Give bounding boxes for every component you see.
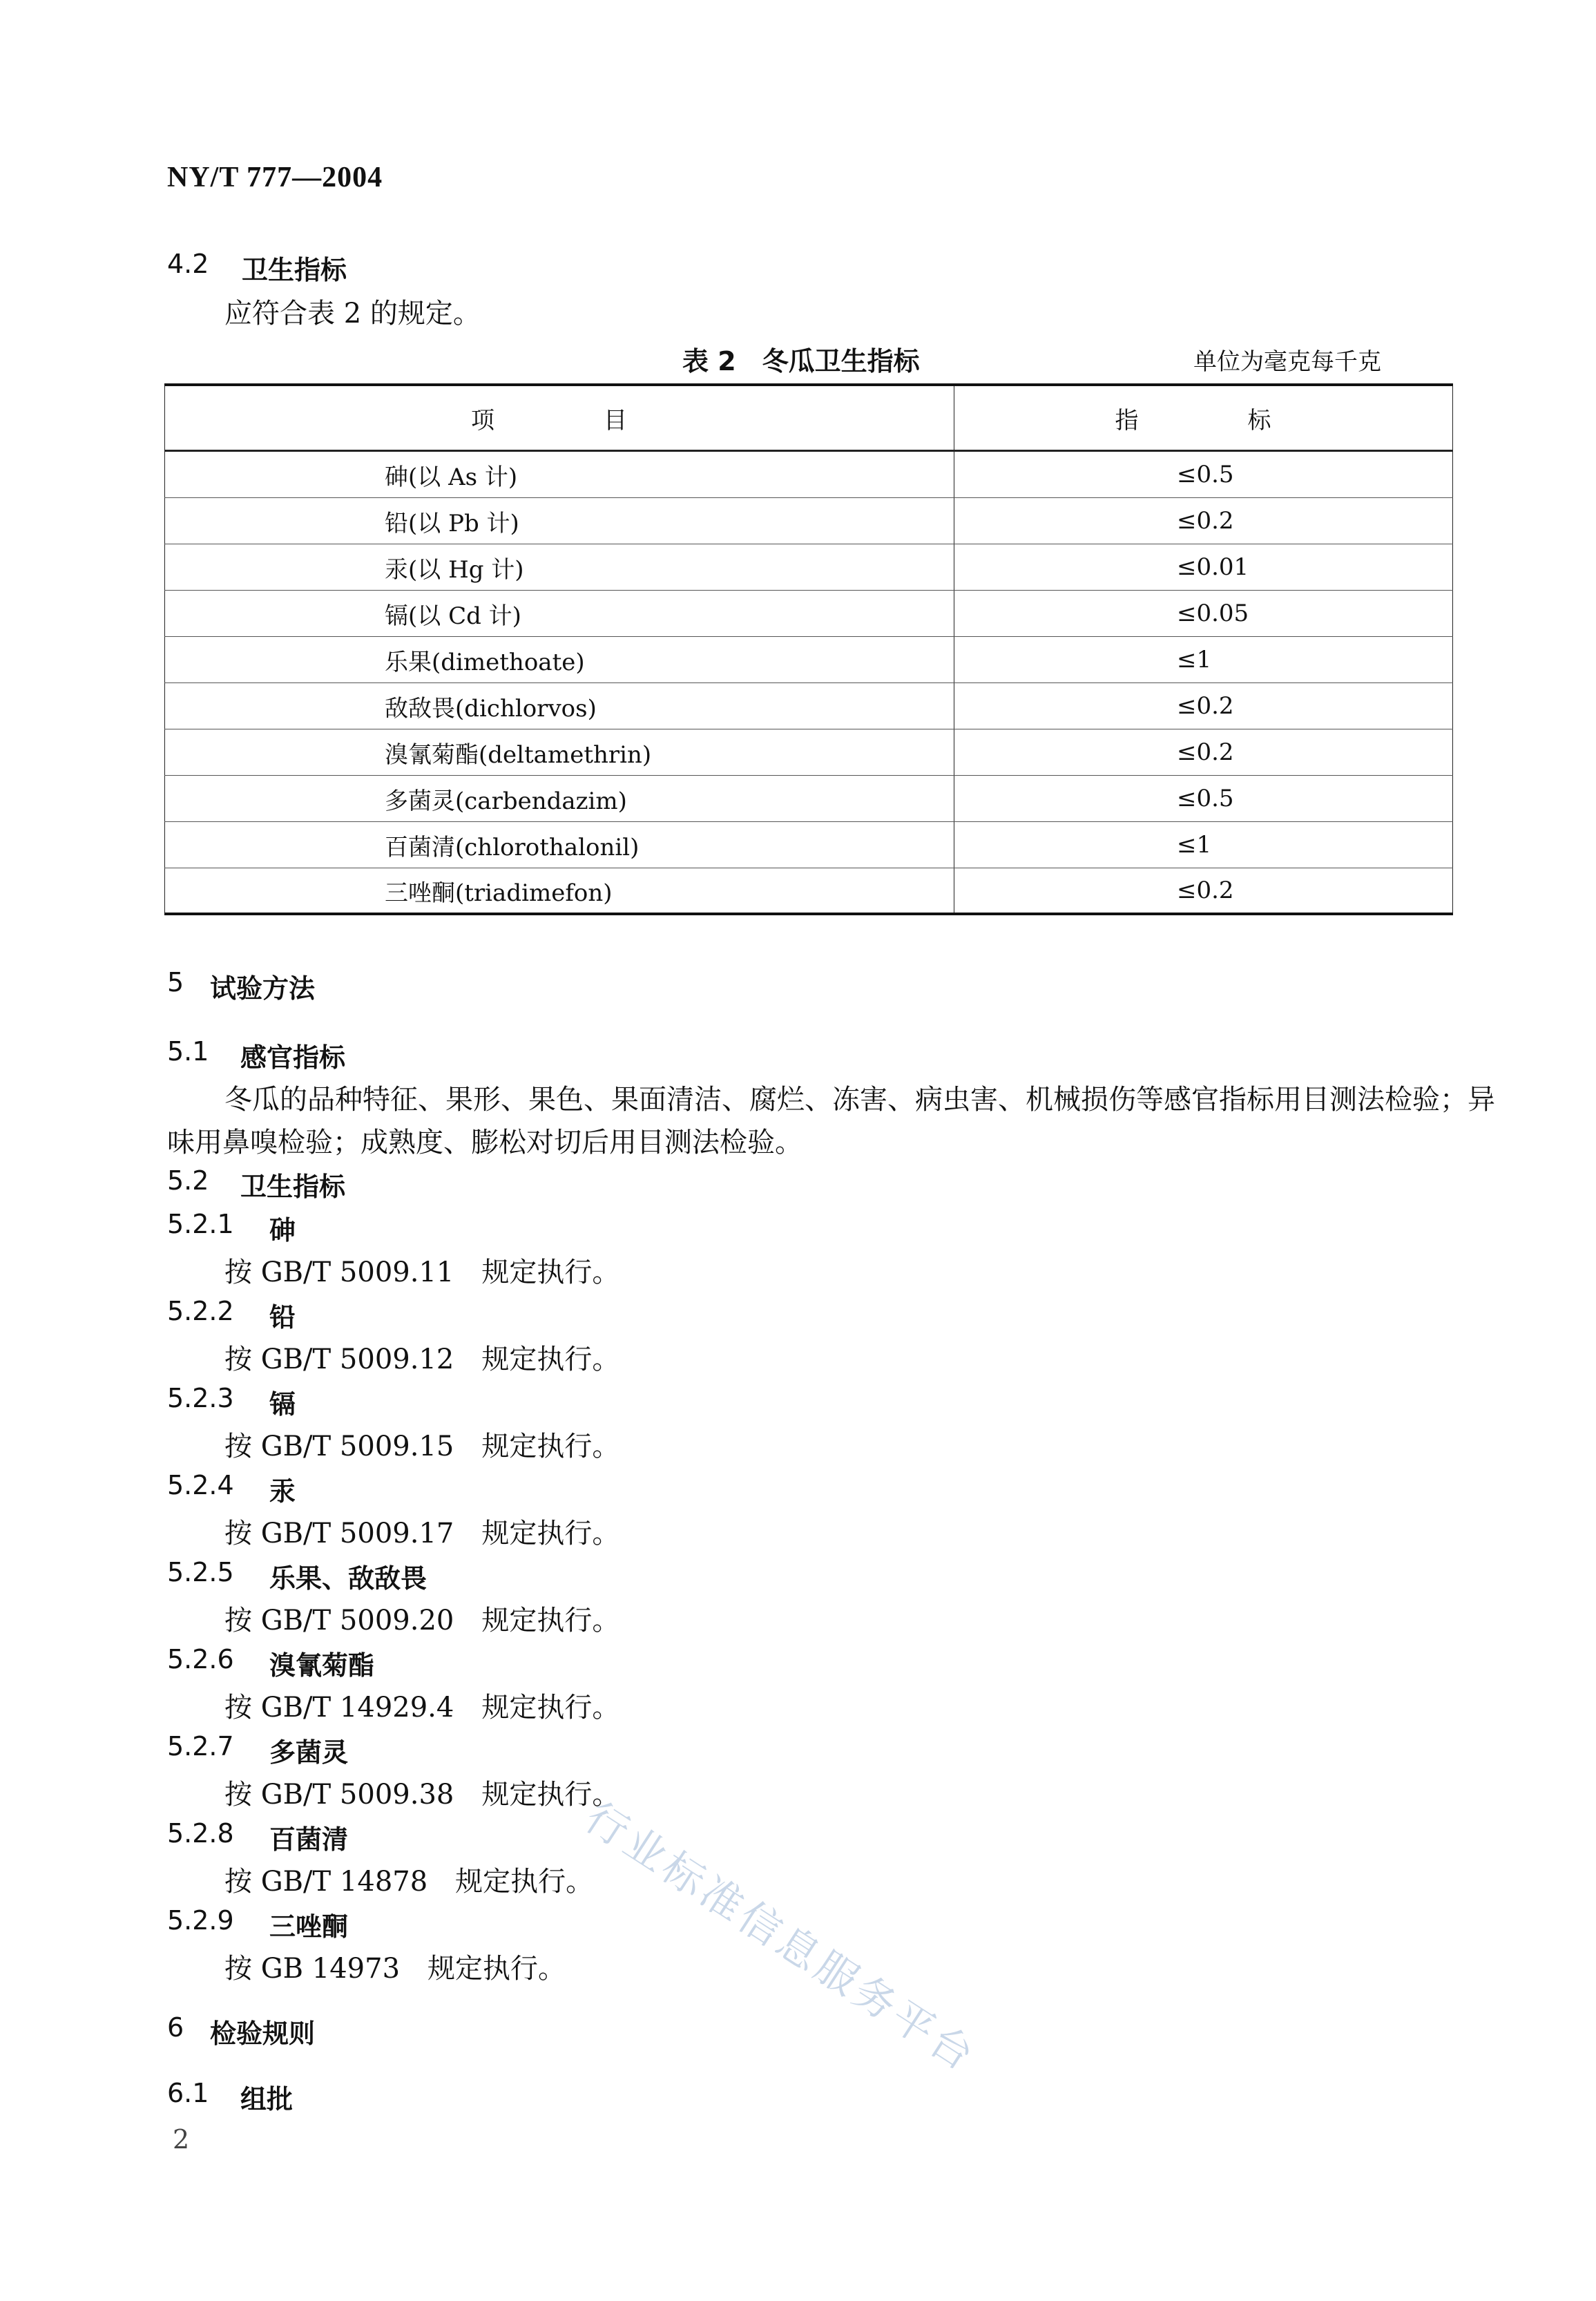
row-value: ≤0.5	[954, 776, 1453, 822]
section-5-title: 试验方法	[210, 973, 316, 1004]
row-value: ≤0.2	[954, 683, 1453, 729]
section-6-1-title: 组批	[240, 2084, 294, 2114]
table-row	[165, 591, 1453, 637]
section-5-2-title: 卫生指标	[240, 1172, 346, 1202]
subsection-5-2-2-number: 5.2.2	[167, 1296, 234, 1326]
column-header-value: 指 标	[954, 385, 1453, 451]
section-4-2-text: 应符合表 2 的规定。	[224, 298, 481, 330]
row-item: 敌敌畏(dichlorvos)	[165, 683, 954, 729]
subsection-5-2-1-number: 5.2.1	[167, 1209, 234, 1239]
table-unit: 单位为毫克每千克	[1193, 348, 1381, 376]
row-value: ≤1	[954, 822, 1453, 868]
subsection-5-2-3-text: 按 GB/T 5009.15 规定执行。	[224, 1431, 620, 1462]
row-value: ≤0.01	[954, 544, 1453, 591]
row-item: 百菌清(chlorothalonil)	[165, 822, 954, 868]
row-value: ≤1	[954, 637, 1453, 683]
subsection-5-2-9-number: 5.2.9	[167, 1905, 234, 1936]
subsection-5-2-1-text: 按 GB/T 5009.11 规定执行。	[224, 1257, 620, 1288]
section-5-1-text-line2: 味用鼻嗅检验；成熟度、膨松对切后用目测法检验。	[167, 1127, 802, 1158]
row-value: ≤0.5	[954, 451, 1453, 498]
subsection-5-2-4-text: 按 GB/T 5009.17 规定执行。	[224, 1518, 620, 1549]
subsection-5-2-6-title: 溴氰菊酯	[269, 1650, 375, 1681]
standard-code: NY/T 777—2004	[167, 162, 383, 193]
section-4-2-number: 4.2	[167, 249, 209, 279]
table-header-row	[165, 385, 1453, 451]
subsection-5-2-3-title: 镉	[269, 1389, 296, 1420]
section-4-2-title: 卫生指标	[242, 255, 347, 285]
row-value: ≤0.2	[954, 498, 1453, 544]
section-5-2-number: 5.2	[167, 1165, 209, 1196]
subsection-5-2-7-text: 按 GB/T 5009.38 规定执行。	[224, 1779, 620, 1811]
column-header-item: 项 目	[165, 385, 954, 451]
table-row	[165, 868, 1453, 915]
subsection-5-2-6-text: 按 GB/T 14929.4 规定执行。	[224, 1692, 620, 1724]
subsection-5-2-3-number: 5.2.3	[167, 1383, 234, 1413]
section-5-1-title: 感官指标	[240, 1042, 346, 1073]
subsection-5-2-1-title: 砷	[269, 1215, 296, 1245]
watermark: 行业标准信息服务平台	[576, 1793, 986, 2083]
subsection-5-2-4-number: 5.2.4	[167, 1470, 234, 1500]
section-5-number: 5	[167, 967, 184, 997]
row-item: 多菌灵(carbendazim)	[165, 776, 954, 822]
subsection-5-2-8-title: 百菌清	[269, 1824, 349, 1855]
subsection-5-2-2-title: 铅	[269, 1302, 296, 1333]
subsection-5-2-9-text: 按 GB 14973 规定执行。	[224, 1953, 566, 1985]
section-6-title: 检验规则	[210, 2018, 316, 2049]
subsection-5-2-9-title: 三唑酮	[269, 1911, 349, 1942]
table-row	[165, 451, 1453, 498]
table-row	[165, 776, 1453, 822]
subsection-5-2-7-number: 5.2.7	[167, 1731, 234, 1761]
table-row	[165, 637, 1453, 683]
section-5-1-text-line1: 冬瓜的品种特征、果形、果色、果面清洁、腐烂、冻害、病虫害、机械损伤等感官指标用目测法检验；异	[224, 1084, 1495, 1116]
row-value: ≤0.2	[954, 868, 1453, 915]
subsection-5-2-5-title: 乐果、敌敌畏	[269, 1563, 427, 1594]
table-row	[165, 544, 1453, 591]
hygiene-index-table	[164, 383, 1453, 915]
table-row	[165, 683, 1453, 729]
subsection-5-2-2-text: 按 GB/T 5009.12 规定执行。	[224, 1344, 620, 1375]
row-item: 汞(以 Hg 计)	[165, 544, 954, 591]
subsection-5-2-7-title: 多菌灵	[269, 1737, 349, 1768]
subsection-5-2-8-text: 按 GB/T 14878 规定执行。	[224, 1866, 594, 1898]
table-row	[165, 729, 1453, 776]
table-row	[165, 498, 1453, 544]
row-item: 溴氰菊酯(deltamethrin)	[165, 729, 954, 776]
row-item: 铅(以 Pb 计)	[165, 498, 954, 544]
subsection-5-2-5-number: 5.2.5	[167, 1557, 234, 1587]
row-value: ≤0.2	[954, 729, 1453, 776]
subsection-5-2-5-text: 按 GB/T 5009.20 规定执行。	[224, 1605, 620, 1636]
row-item: 乐果(dimethoate)	[165, 637, 954, 683]
row-item: 砷(以 As 计)	[165, 451, 954, 498]
table-caption: 表 2 冬瓜卫生指标	[682, 346, 920, 376]
page-number: 2	[173, 2124, 190, 2155]
subsection-5-2-6-number: 5.2.6	[167, 1644, 234, 1674]
subsection-5-2-8-number: 5.2.8	[167, 1818, 234, 1849]
section-6-1-number: 6.1	[167, 2078, 209, 2108]
row-item: 镉(以 Cd 计)	[165, 591, 954, 637]
subsection-5-2-4-title: 汞	[269, 1476, 296, 1507]
row-item: 三唑酮(triadimefon)	[165, 868, 954, 915]
row-value: ≤0.05	[954, 591, 1453, 637]
section-5-1-number: 5.1	[167, 1036, 209, 1067]
section-6-number: 6	[167, 2012, 184, 2043]
table-row	[165, 822, 1453, 868]
